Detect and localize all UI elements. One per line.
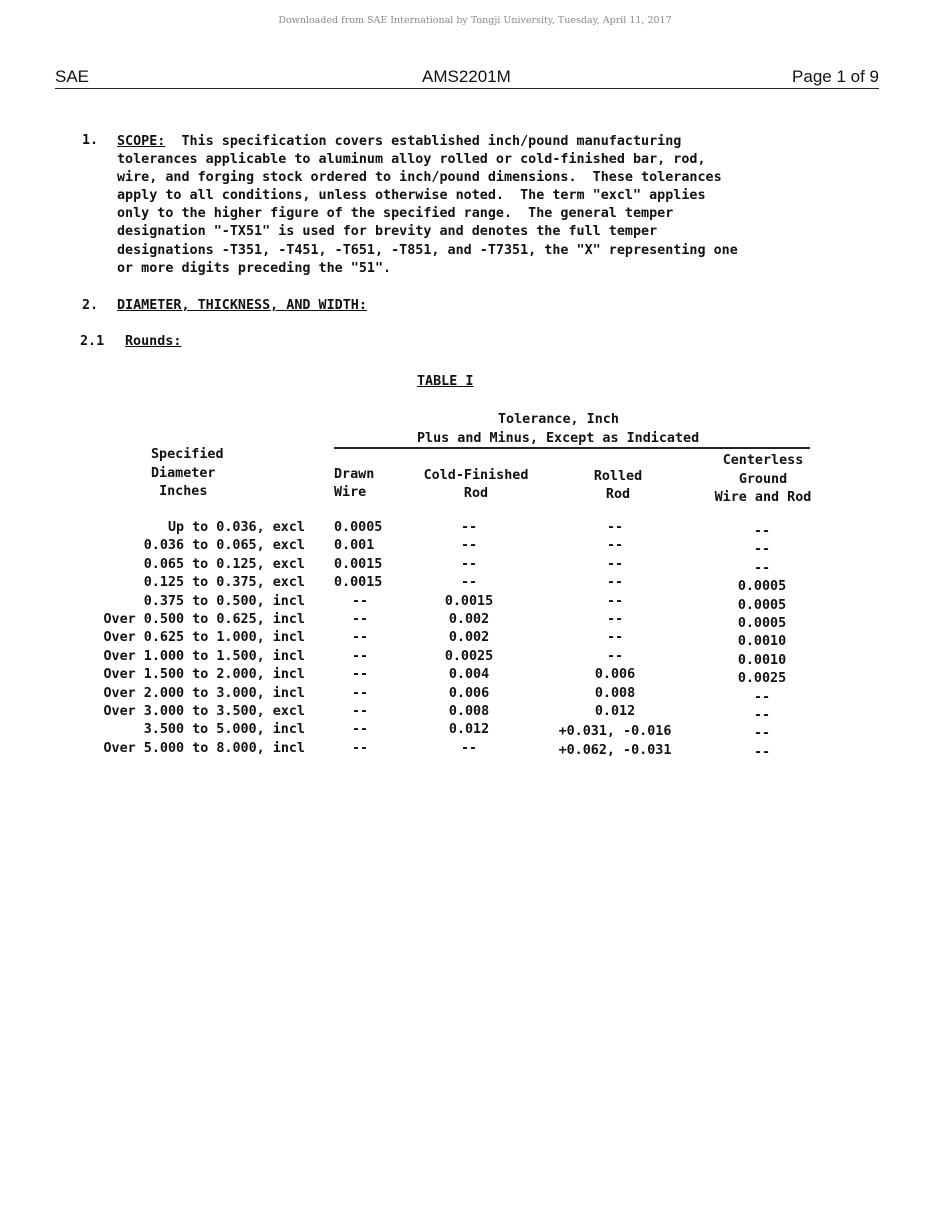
cell-rolled-rod: -- [606, 575, 624, 591]
section-1-scope [117, 133, 837, 278]
section-2-1-number: 2.1 [80, 334, 105, 349]
cell-centerless: 0.0025 [737, 671, 787, 687]
scope-line: tolerances applicable to aluminum alloy rolled or cold-finished bar, rod, [117, 152, 706, 168]
cell-drawn-wire: -- [352, 722, 369, 738]
section-1-number: 1. [82, 133, 99, 148]
cell-drawn-wire: 0.001 [334, 538, 375, 554]
scope-line: wire, and forging stock ordered to inch/pound dimensions. These tolerances [117, 170, 722, 186]
cell-drawn-wire: -- [352, 593, 369, 609]
col-header-rolled [578, 468, 658, 504]
cell-cold-finished: 0.002 [448, 630, 490, 646]
cell-drawn-wire: -- [352, 685, 369, 701]
cell-cold-finished: 0.008 [448, 704, 490, 719]
cell-cold-finished: -- [460, 575, 478, 591]
download-note: Downloaded from SAE International by Tongji University, Tuesday, April 11, 2017 [278, 15, 672, 26]
cell-rolled-rod: +0.062, -0.031 [558, 742, 672, 758]
cell-rolled-rod: 0.012 [594, 704, 636, 719]
cell-cold-finished: 0.0015 [444, 593, 494, 609]
header-center: AMS2201M [422, 67, 511, 86]
row-range: 0.375 to 0.500, incl [143, 593, 305, 609]
scope-line: only to the higher figure of the specified range. The general temper [117, 206, 674, 222]
cell-cold-finished: 0.004 [448, 667, 490, 683]
cell-cold-finished: -- [460, 538, 478, 554]
cell-rolled-rod: -- [606, 593, 624, 609]
row-range: 3.500 to 5.000, incl [143, 722, 305, 738]
col-header-cold-finished [416, 467, 536, 503]
col-header-specified-line: Inches [159, 484, 208, 499]
col-header-specified [151, 446, 224, 502]
cell-rolled-rod: +0.031, -0.016 [558, 724, 672, 740]
cell-centerless: -- [753, 560, 771, 576]
row-range: Over 0.625 to 1.000, incl [103, 630, 305, 646]
col-header-cold-line: Rod [463, 486, 489, 501]
row-range: Up to 0.036, excl [167, 520, 305, 535]
col-header-drawn-line: Drawn [334, 467, 375, 482]
col-header-drawn-line: Wire [334, 485, 367, 500]
cell-cold-finished: 0.0025 [444, 648, 494, 664]
page-header [55, 66, 879, 89]
table-group-header-2: Plus and Minus, Except as Indicated [417, 431, 700, 446]
cell-rolled-rod: -- [606, 630, 624, 646]
row-range: Over 3.000 to 3.500, excl [103, 704, 305, 719]
row-range: 0.065 to 0.125, excl [143, 556, 305, 572]
cell-drawn-wire: -- [352, 740, 369, 756]
cell-cold-finished: -- [460, 520, 478, 535]
row-range: Over 1.000 to 1.500, incl [103, 648, 305, 664]
row-range: Over 1.500 to 2.000, incl [103, 667, 305, 683]
row-range: Over 2.000 to 3.000, incl [103, 685, 305, 701]
col-header-rolled-line: Rolled [593, 469, 643, 484]
scope-line-1 [117, 133, 837, 151]
row-range: 0.125 to 0.375, excl [143, 575, 305, 591]
cell-cold-finished: 0.006 [448, 685, 490, 701]
section-2-title: DIAMETER, THICKNESS, AND WIDTH: [117, 298, 367, 313]
cell-centerless: -- [753, 726, 771, 742]
cell-drawn-wire: 0.0015 [334, 575, 383, 591]
cell-rolled-rod: 0.006 [594, 667, 636, 683]
col-header-drawn-wire [334, 466, 374, 502]
col-header-centerless-line: Ground [738, 471, 788, 487]
row-range: Over 5.000 to 8.000, incl [103, 740, 305, 756]
scope-line: designation "-TX51" is used for brevity and denotes the full temper [117, 224, 658, 240]
section-2-1-title: Rounds: [125, 334, 182, 349]
cell-centerless: 0.0010 [737, 652, 787, 668]
cell-centerless: 0.0005 [737, 597, 787, 613]
table-header-rule [334, 447, 810, 449]
scope-line: or more digits preceding the "51". [117, 260, 392, 276]
cell-centerless: -- [753, 689, 771, 705]
header-left: SAE [55, 67, 90, 86]
row-range: 0.036 to 0.065, excl [143, 538, 305, 554]
cell-centerless: -- [753, 744, 771, 760]
table-caption: TABLE I [417, 374, 474, 389]
scope-title: SCOPE: [117, 134, 166, 149]
row-range: Over 0.500 to 0.625, incl [103, 612, 305, 627]
col-header-centerless-line: Centerless [722, 453, 804, 468]
cell-drawn-wire: -- [352, 630, 369, 646]
col-header-cold-line: Cold-Finished [423, 468, 529, 483]
cell-rolled-rod: -- [606, 612, 624, 627]
cell-centerless: -- [753, 708, 771, 723]
cell-drawn-wire: -- [352, 667, 369, 683]
col-header-specified-line: Specified [151, 447, 224, 462]
section-2-number: 2. [82, 298, 99, 313]
cell-centerless: -- [753, 542, 771, 558]
cell-drawn-wire: -- [352, 612, 369, 627]
cell-rolled-rod: -- [606, 520, 624, 535]
cell-centerless: 0.0005 [737, 616, 787, 631]
col-header-rolled-line: Rod [605, 487, 631, 502]
cell-centerless: -- [753, 524, 771, 539]
cell-cold-finished: -- [460, 740, 478, 756]
cell-cold-finished: 0.012 [448, 722, 490, 738]
scope-line: apply to all conditions, unless otherwise noted. The term "excl" applies [117, 188, 706, 204]
cell-rolled-rod: -- [606, 538, 624, 554]
header-page-number: Page 1 of 9 [792, 67, 879, 86]
col-header-centerless-line: Wire and Rod [714, 490, 812, 505]
cell-rolled-rod: 0.008 [594, 685, 636, 701]
cell-centerless: 0.0010 [737, 634, 787, 650]
table-group-header-1: Tolerance, Inch [498, 412, 619, 427]
col-header-specified-line: Diameter [151, 465, 216, 481]
cell-drawn-wire: -- [352, 704, 369, 719]
cell-cold-finished: 0.002 [448, 612, 490, 627]
cell-rolled-rod: -- [606, 648, 624, 664]
cell-drawn-wire: 0.0015 [334, 556, 383, 572]
cell-drawn-wire: -- [352, 648, 369, 664]
scope-text: This specification covers established inch/pound manufacturing [181, 134, 682, 149]
cell-cold-finished: -- [460, 556, 478, 572]
col-header-centerless [703, 452, 823, 508]
cell-centerless: 0.0005 [737, 579, 787, 595]
cell-drawn-wire: 0.0005 [334, 520, 383, 535]
cell-rolled-rod: -- [606, 556, 624, 572]
scope-line: designations -T351, -T451, -T651, -T851, and -T7351, the "X" representing one [117, 242, 738, 258]
